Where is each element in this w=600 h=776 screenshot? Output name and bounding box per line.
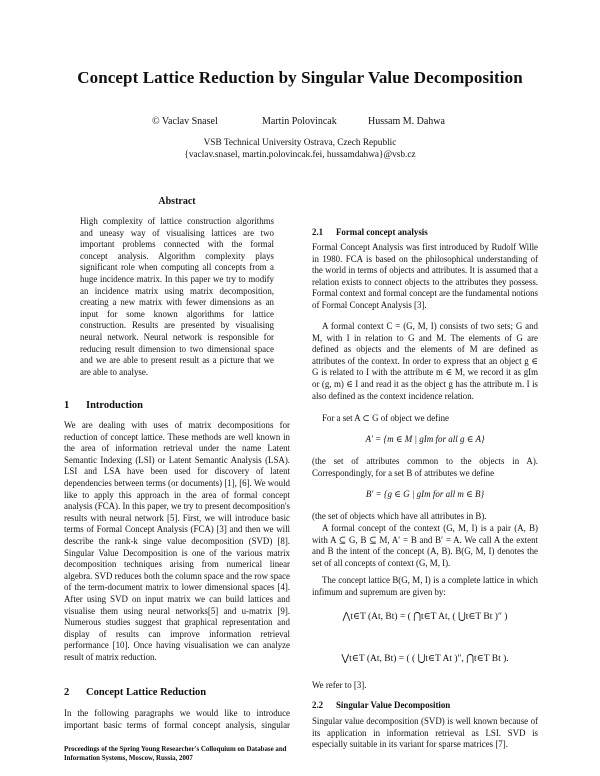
fca-paragraph-8: We refer to [3]. <box>312 680 367 690</box>
author-1: © Vaclav Snasel <box>152 116 218 127</box>
section-2-heading <box>64 687 206 698</box>
section-1-title: Introduction <box>86 400 143 411</box>
author-list <box>0 116 600 130</box>
fca-paragraph-5: (the set of objects which have all attributes in B). <box>312 511 487 521</box>
equation-infimum: ⋀t∈T (At, Bt) = ( ⋂t∈T At, ( ⋃t∈T Bt )″ ) <box>342 612 508 622</box>
author-3: Hussam M. Dahwa <box>368 116 445 127</box>
affiliation: VSB Technical University Ostrava, Czech Republic <box>203 138 397 148</box>
subsection-2-1-title: Formal concept analysis <box>336 227 428 237</box>
section-2-title: Concept Lattice Reduction <box>86 687 207 698</box>
subsection-2-1-heading <box>312 227 428 237</box>
paper-title: Concept Lattice Reduction by Singular Value Decomposition <box>77 68 523 87</box>
fca-paragraph-2: A formal context C = (G, M, I) consists of two sets; G and M, with I in relation to G and M. The elements of G are defined as objects and the elements of M are defined as attributes of the context. In order to express that an object g ∈ G is related to I with the attribute m ∈ M, we record it as gIm or (g, m) ∈ I and read it as the object g has the attribute m. I is also defined as the context incidence relation. <box>312 321 538 401</box>
subsection-2-2-number: 2.2 <box>312 700 324 710</box>
subsection-2-2-title: Singular Value Decomposition <box>336 700 451 710</box>
equation-b-prime: B′ = {g ∈ G | gIm for all m ∈ B} <box>365 489 485 499</box>
fca-paragraph-7: The concept lattice B(G, M, I) is a complete lattice in which infimum and supremum are given by: <box>312 575 538 597</box>
section-2-number: 2 <box>64 687 70 698</box>
equation-supremum: ⋁t∈T (At, Bt) = ( ( ⋃t∈T At )″, ⋂t∈T Bt ). <box>341 654 509 664</box>
subsection-2-2-heading <box>312 700 450 710</box>
equation-a-prime: A′ = {m ∈ M | gIm for all g ∈ A} <box>365 434 485 444</box>
fca-paragraph-4: (the set of attributes common to the objects in A). Correspondingly, for a set B of attributes we define <box>312 456 538 478</box>
section-1-number: 1 <box>64 400 70 411</box>
proceedings-footer: Proceedings of the Spring Young Researcher's Colloquium on Database and Information Systems, Moscow, Russia, 2007 <box>64 746 287 762</box>
section-1-heading <box>64 400 143 411</box>
fca-paragraph-1: Formal Concept Analysis was first introduced by Rudolf Wille in 1980. FCA is based on the philosophical understanding of the world in terms of objects and attributes. It is assumed that a relation exists to connect objects to the attributes they possess. Formal context and formal concept are the fundamental notions of Formal Concept Analysis [3]. <box>312 242 538 310</box>
fca-paragraph-6: A formal concept of the context (G, M, I) is a pair (A, B) with A ⊆ G, B ⊆ M, A′ = B and B′ = A. We call A the extent and B the intent of the concept (A, B). B(G, M, I) denotes the set of all concepts of context (G, M, I). <box>312 523 538 568</box>
abstract-text: High complexity of lattice construction algorithms and uneasy way of visualising lattices are two important problems connected with the formal concept analysis. Algorithm complexity plays significant role when computing all concepts from a huge incidence matrix. In this paper we try to modify an incidence matrix using matrix decomposition, creating a new matrix with fewer dimensions as an input for some known algorithms for lattice construction. Results are presented by visualising neural network. Neural network is responsible for reducing result dimension to two dimensional space and we are able to present result as a picture that we are able to analyse. <box>80 216 274 377</box>
abstract-heading: Abstract <box>158 196 196 207</box>
fca-paragraph-3: For a set A ⊂ G of object we define <box>322 413 449 423</box>
author-emails: {vaclav.snasel, martin.polovincak.fei, hussamdahwa}@vsb.cz <box>184 149 416 160</box>
subsection-2-1-number: 2.1 <box>312 227 324 237</box>
intro-paragraph: We are dealing with uses of matrix decompositions for reduction of concept lattice. These methods are well known in the area of information retrieval under the name Latent Semantic Indexing (LSI) or Latent Semantic Analysis (LSA). LSI and LSA have been used for discovery of latent dependencies between terms (or documents) [1], [6]. We would like to apply this approach in the area of formal concept analysis (FCA). In this paper, we try to present decomposition's results with neural network [5]. First, we will introduce basic terms of Formal Concept Analysis (FCA) [3] and then we will describe the rank-k singe value decomposition (SVD) [8]. Singular Value Decomposition is one of the various matrix decomposition techniques arising from numerical linear algebra. SVD reduces both the column space and the row space of the term-document matrix to lower dimensional spaces [4]. After using SVD on input matrix we can build lattices and visualise them using neural networks[5] and u-matrix [9]. Numerous studies suggest that graphical representation and display of results can improve information retrieval performance [10]. Once having visualisation we can analyze result of matrix reduction. <box>64 420 290 662</box>
svd-paragraph: Singular value decomposition (SVD) is well known because of its application in information retrieval as LSI. SVD is especially suitable in its variant for sparse matrices [7]. <box>312 716 538 750</box>
affiliation-block <box>0 138 600 161</box>
author-2: Martin Polovincak <box>262 116 337 127</box>
section-2-paragraph: In the following paragraphs we would like to introduce important basic terms of formal concept analysis, singular <box>64 708 290 730</box>
